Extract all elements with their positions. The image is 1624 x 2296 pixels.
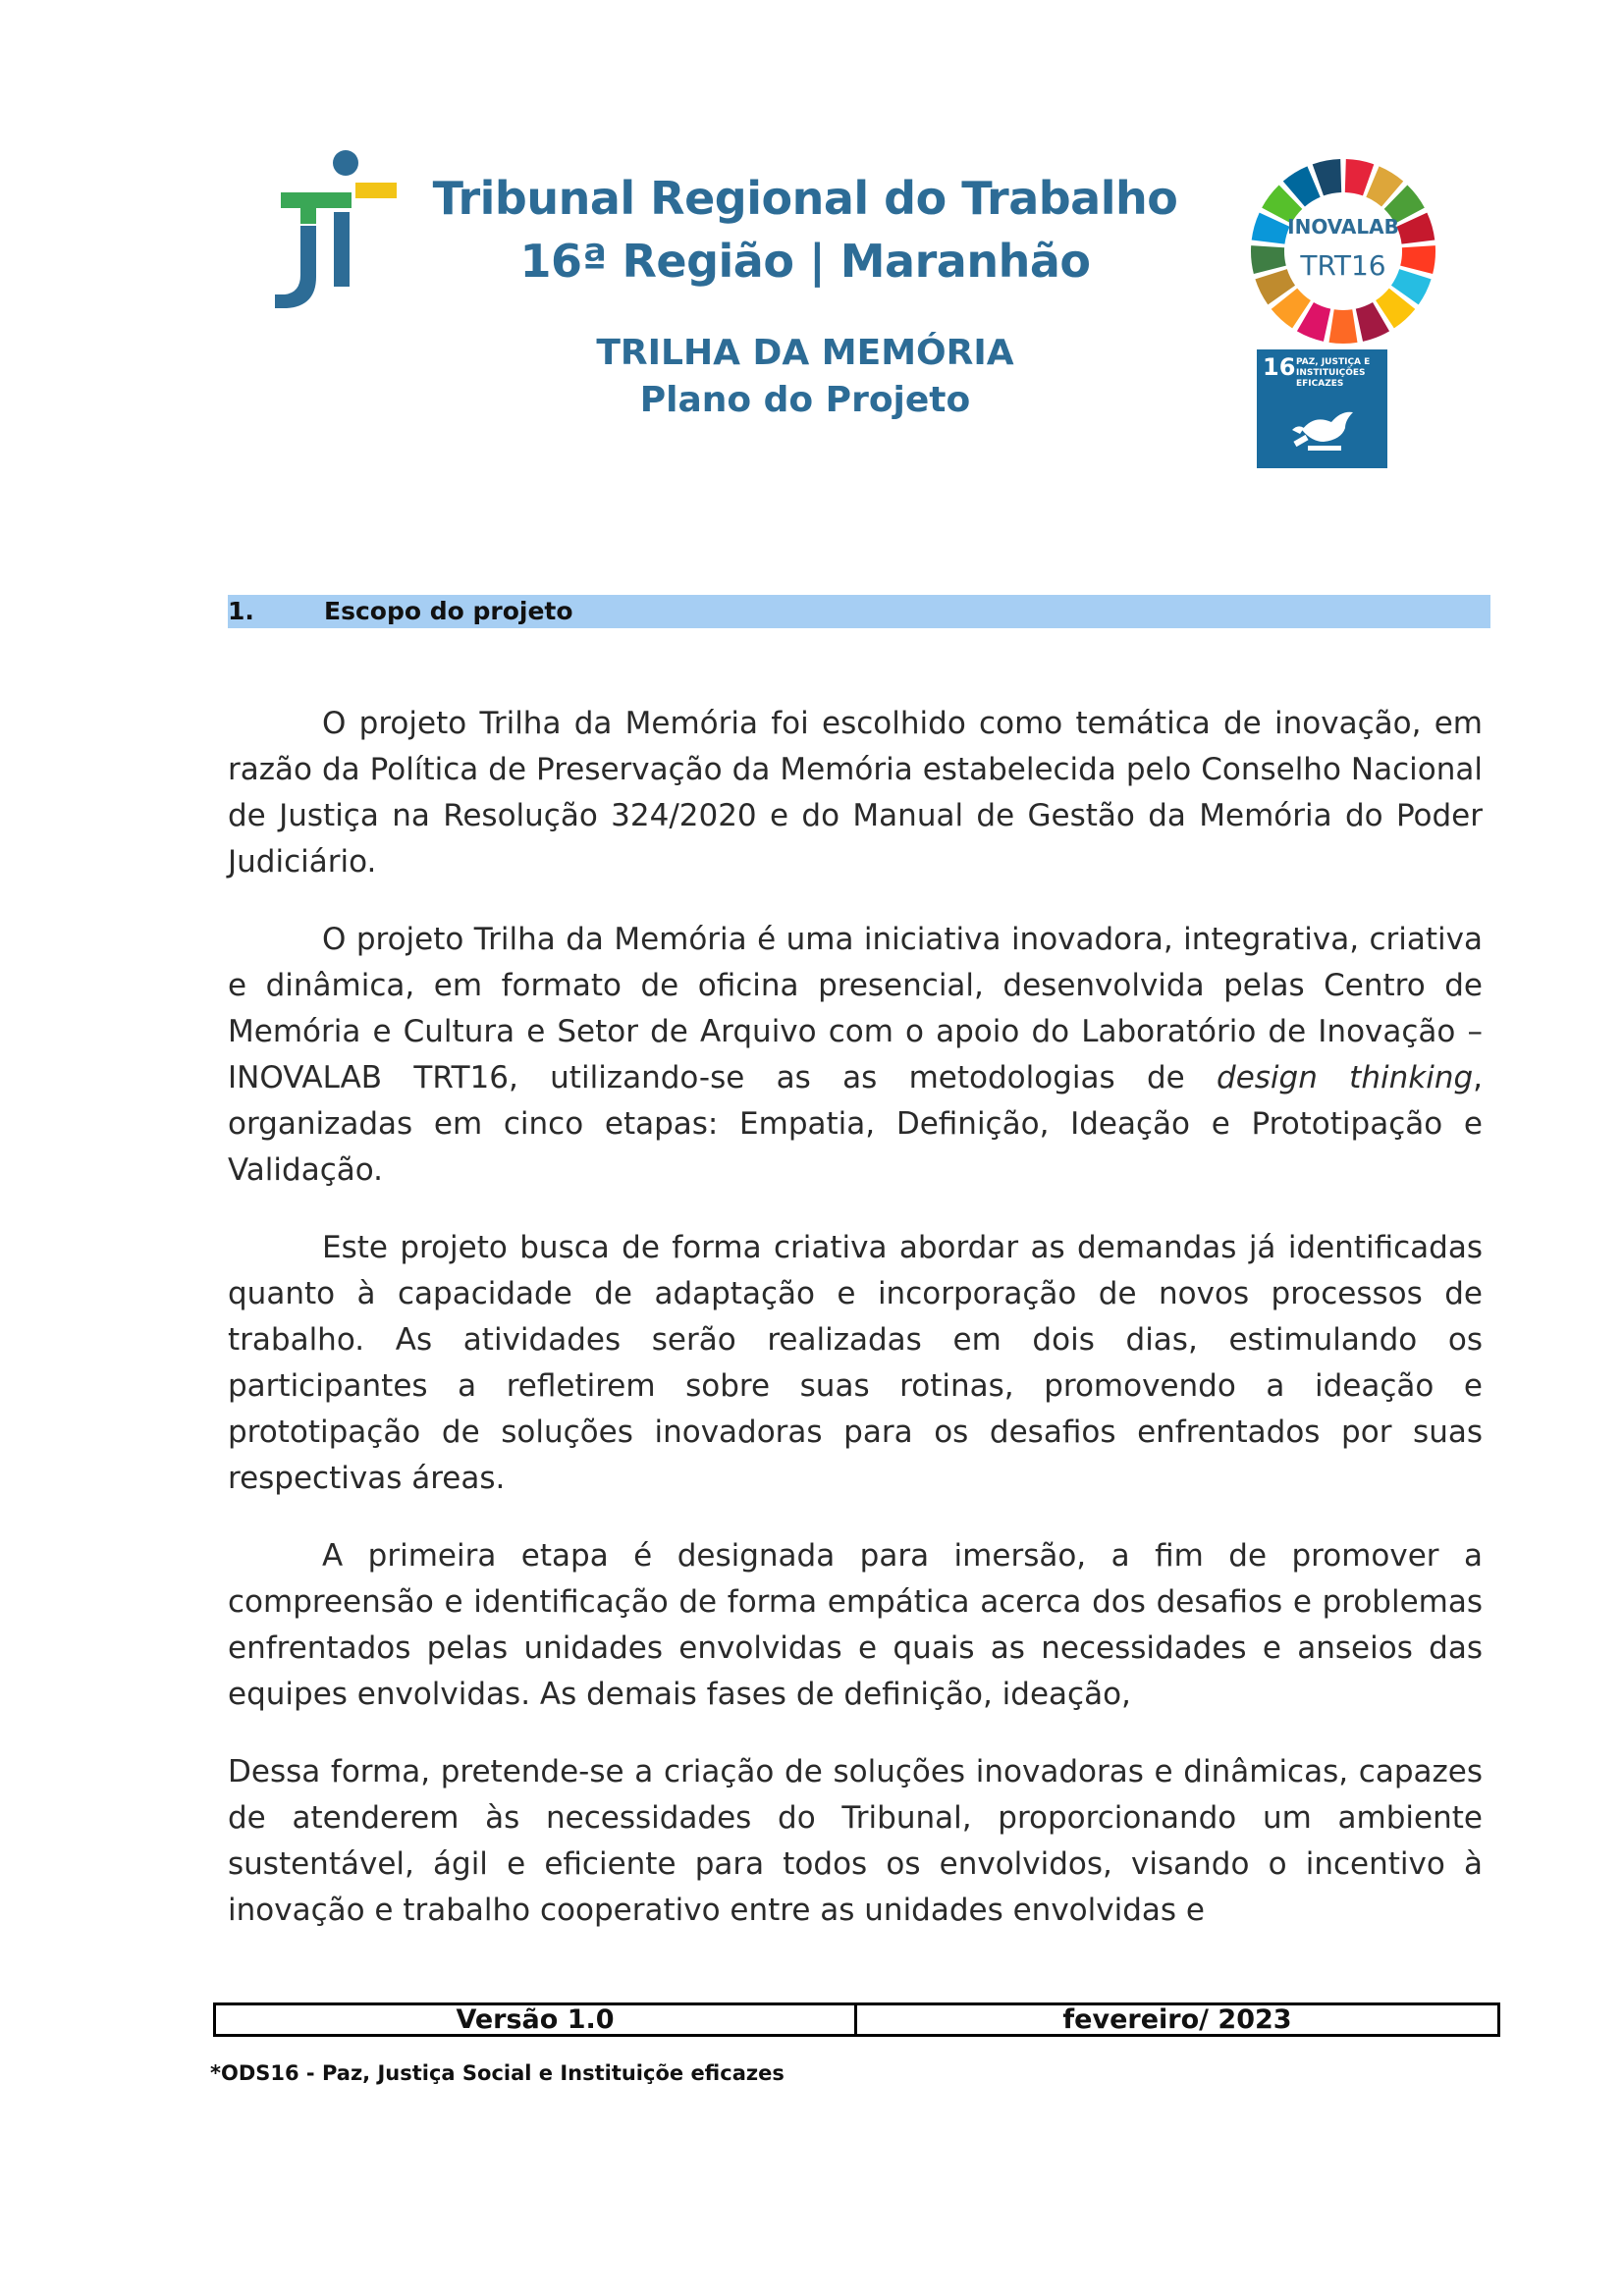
paragraph-4: A primeira etapa é designada para imersão, a fim de promover a compreensão e identificação de forma empática acerca dos desafios e problemas enfrentados pelas unidades envolvidas e quais as necessidades e anseios das equipes envolvidas. As demais fases de definição, ideação,	[228, 1538, 1483, 1712]
project-title: TRILHA DA MEMÓRIA	[596, 333, 1014, 373]
ods16-text-line2: INSTITUIÇÕES	[1296, 368, 1366, 378]
ods16-text-line3: EFICAZES	[1296, 379, 1344, 389]
date-cell: fevereiro/ 2023	[1062, 2004, 1292, 2035]
ods16-number: 16	[1263, 353, 1296, 381]
wheel-segment	[1400, 245, 1435, 274]
paragraph-2	[228, 917, 1483, 1194]
paragraph-5: Dessa forma, pretende-se a criação de soluções inovadoras e dinâmicas, capazes de atenderem às necessidades do Tribunal, proporcionando um ambiente sustentável, ágil e eficiente para todos os envolvidos, visando o incentivo à inovação e trabalho cooperativo entre as unidades envolvidas e	[228, 1754, 1483, 1928]
ods16-badge	[1257, 349, 1387, 468]
section-number: 1.	[228, 597, 254, 625]
dove-gavel-icon	[1284, 400, 1363, 459]
justica-do-trabalho-logo	[271, 149, 399, 314]
document-body	[228, 701, 1483, 1965]
footnote: *ODS16 - Paz, Justiça Social e Instituiçõe eficazes	[210, 2061, 785, 2085]
trt16-label: TRT16	[1300, 249, 1386, 282]
footer-table	[213, 2002, 1500, 2037]
wheel-segment	[1251, 245, 1286, 274]
paragraph-3: Este projeto busca de forma criativa abordar as demandas já identificadas quanto à capacidade de adaptação e incorporação de novos processos de trabalho. As atividades serão realizadas em dois dias, estimulando os participantes a refletirem sobre suas rotinas, promovendo a ideação e prototipação de soluções inovadoras para os desafios enfrentados por suas respectivas áreas.	[228, 1230, 1483, 1496]
paragraph-2-text-a: O projeto Trilha da Memória é uma iniciativa inovadora, integrativa, criativa e dinâmica, em formato de oficina presencial, desenvolvida pelas Centro de Memória e Cultura e Setor de Arquivo com o apoio do Laboratório de Inovação –INOVALAB TRT16, utilizando-se as as metodologias de	[228, 922, 1483, 1095]
paragraph-1: O projeto Trilha da Memória foi escolhido como temática de inovação, em razão da Política de Preservação da Memória estabelecida pelo Conselho Nacional de Justiça na Resolução 324/2020 e do Manual de Gestão da Memória do Poder Judiciário.	[228, 706, 1483, 880]
paragraph-2-text-b: , organizadas em cinco etapas: Empatia, Definição, Ideação e Prototipação e Validação.	[228, 1060, 1483, 1188]
version-cell: Versão 1.0	[216, 2005, 857, 2034]
ods16-text-line1: PAZ, JUSTIÇA E	[1296, 357, 1371, 367]
section-header	[228, 595, 1490, 628]
org-name-line2: 16ª Região | Maranhão	[519, 235, 1091, 288]
project-subtitle: Plano do Projeto	[639, 380, 971, 420]
paragraph-2-italic: design thinking	[1217, 1060, 1474, 1095]
inovalab-label: INOVALAB	[1287, 215, 1399, 239]
inovalab-trt16-logo	[1249, 157, 1437, 346]
org-name-line1: Tribunal Regional do Trabalho	[432, 172, 1178, 225]
section-title: Escopo do projeto	[324, 597, 573, 625]
wheel-segment	[1329, 309, 1358, 344]
